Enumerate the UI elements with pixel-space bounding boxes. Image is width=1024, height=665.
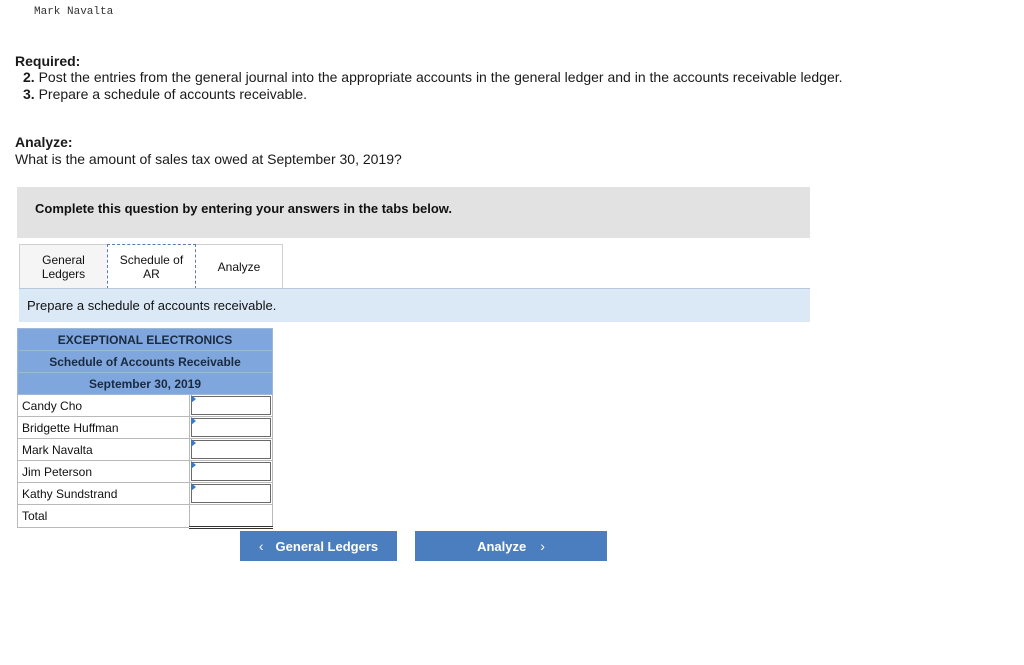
input-marker-icon <box>191 461 196 469</box>
next-button-label: Analyze <box>477 538 527 554</box>
tab-label: Analyze <box>217 259 261 274</box>
analyze-question: What is the amount of sales tax owed at September 30, 2019? <box>15 151 402 167</box>
tab-label: General <box>42 252 85 267</box>
amount-cell <box>190 417 273 439</box>
prev-general-ledgers-button[interactable] <box>240 531 397 561</box>
customer-name: Candy Cho <box>18 395 190 417</box>
customer-name: Bridgette Huffman <box>18 417 190 439</box>
customer-name: Jim Peterson <box>18 461 190 483</box>
required-heading: Required: <box>15 53 81 69</box>
amount-input[interactable] <box>191 462 271 481</box>
tab-label: Schedule of <box>119 252 184 267</box>
required-item-text: Prepare a schedule of accounts receivable. <box>38 86 308 102</box>
next-analyze-button[interactable] <box>415 531 607 561</box>
input-marker-icon <box>191 417 196 425</box>
student-name: Mark Navalta <box>34 6 114 18</box>
table-row <box>18 395 273 417</box>
table-row <box>18 483 273 505</box>
customer-name: Mark Navalta <box>18 439 190 461</box>
banner-text: Complete this question by entering your answers in the tabs below. <box>35 201 453 216</box>
amount-cell <box>190 483 273 505</box>
total-row <box>18 505 273 528</box>
tab-label: AR <box>143 266 160 281</box>
total-value <box>190 505 273 528</box>
chevron-left-icon: ‹ <box>258 538 264 554</box>
prev-button-label: General Ledgers <box>275 538 379 554</box>
required-item-number: 3. <box>23 86 35 102</box>
table-row <box>18 439 273 461</box>
chevron-right-icon: › <box>540 538 545 554</box>
schedule-date: September 30, 2019 <box>18 373 273 395</box>
amount-input[interactable] <box>191 396 271 415</box>
total-label: Total <box>18 505 190 528</box>
required-item-text: Post the entries from the general journal into the appropriate accounts in the general ledger and in the accounts receivable ledger. <box>38 69 843 85</box>
tab-label: Ledgers <box>41 266 86 281</box>
instruction-banner <box>17 187 810 238</box>
amount-input[interactable] <box>191 440 271 459</box>
tab-general-ledgers[interactable] <box>19 244 107 288</box>
input-marker-icon <box>191 483 196 491</box>
customer-name: Kathy Sundstrand <box>18 483 190 505</box>
analyze-heading: Analyze: <box>15 134 73 150</box>
amount-cell <box>190 439 273 461</box>
input-marker-icon <box>191 439 196 447</box>
input-marker-icon <box>191 395 196 403</box>
tab-instruction <box>19 289 810 322</box>
schedule-title: Schedule of Accounts Receivable <box>18 351 273 373</box>
amount-input[interactable] <box>191 484 271 503</box>
required-item-2 <box>23 69 843 85</box>
amount-cell <box>190 395 273 417</box>
company-name: EXCEPTIONAL ELECTRONICS <box>18 329 273 351</box>
required-item-number: 2. <box>23 69 35 85</box>
schedule-table <box>17 328 273 529</box>
instruction-text: Prepare a schedule of accounts receivable. <box>27 298 277 313</box>
required-item-3 <box>23 86 307 102</box>
table-row <box>18 417 273 439</box>
tab-analyze[interactable] <box>196 244 283 288</box>
table-row <box>18 461 273 483</box>
amount-input[interactable] <box>191 418 271 437</box>
amount-cell <box>190 461 273 483</box>
tab-schedule-of-ar[interactable] <box>107 244 196 289</box>
